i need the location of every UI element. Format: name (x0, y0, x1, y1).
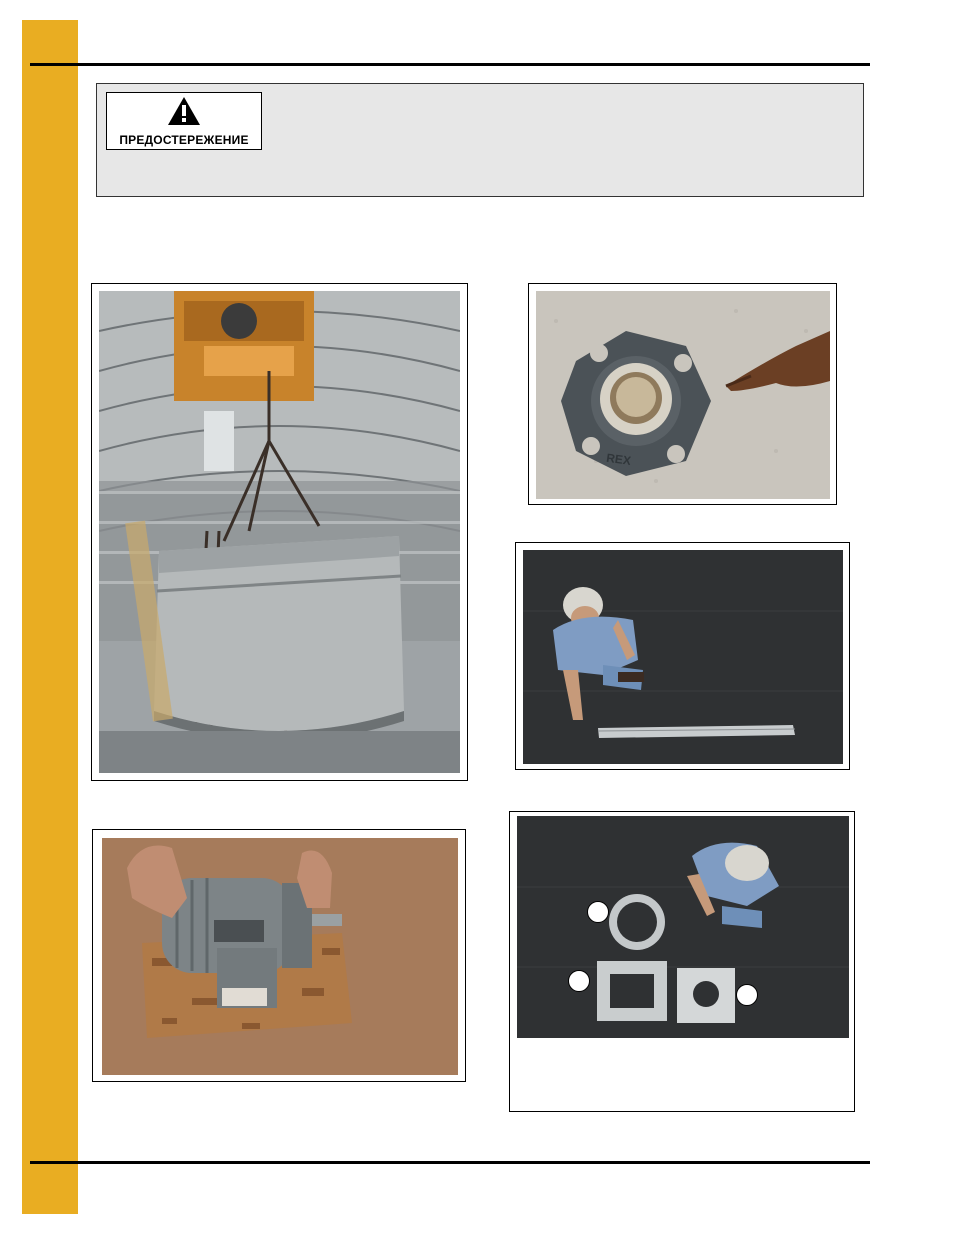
figure-frame-motor-on-board (92, 829, 466, 1082)
callout-marker-top (587, 901, 609, 923)
photo-flange-bearing (536, 291, 830, 499)
photo-plates (517, 816, 849, 1038)
bearing-marking: REX (605, 450, 632, 468)
warning-box (96, 83, 864, 197)
side-color-band (22, 20, 78, 1214)
warning-label-text: ПРЕДОСТЕРЕЖЕНИЕ (119, 133, 249, 147)
photo-hoisted-ring (99, 291, 460, 773)
header-rule (30, 63, 870, 66)
figure-frame-hoisted-ring (91, 283, 468, 781)
photo-man-with-rail (523, 550, 843, 764)
footer-rule (30, 1161, 870, 1164)
warning-label (106, 92, 262, 150)
figure-frame-flange-bearing (528, 283, 837, 505)
photo-motor-on-board (102, 838, 458, 1075)
callout-marker-right (736, 984, 758, 1006)
warning-triangle-icon (167, 96, 201, 126)
figure-frame-plates (509, 811, 855, 1112)
figure-frame-man-with-rail (515, 542, 850, 770)
callout-marker-left (568, 970, 590, 992)
